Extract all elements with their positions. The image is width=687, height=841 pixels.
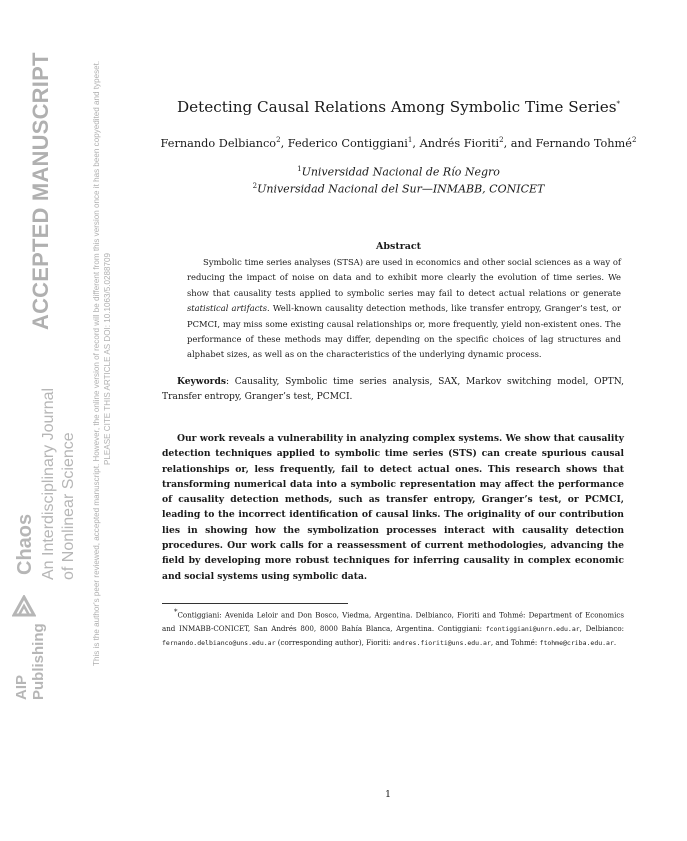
publisher-name: AIP [13,674,30,700]
footnote-text: Contiggiani: Avenida Leloir and Don Bosco, Viedma, Argentina. Delbianco, Fioriti and Tohmé: Department of Economics and INMABB-CONICET, San Andrés 800, 8000 Bahía Blanca, Argentina. Contiggiani: [162,610,624,633]
footnote-mark: * [174,608,178,616]
footnote-text: . [613,637,617,647]
abstract-emphasis: statistical artifacts. [187,303,270,314]
paper-title [150,98,647,116]
affiliation-mark: 1 [297,165,302,173]
keywords-label: Keywords [177,376,226,387]
email-fioriti[interactable]: andres.fioriti@uns.edu.ar [392,638,491,647]
paper-title-text: Detecting Causal Relations Among Symbolic Time Series [176,98,617,116]
author-name: Federico Contiggiani [287,136,408,150]
author-separator: , and [503,136,536,150]
abstract-part-2: Well-known causality detection methods, like transfer entropy, Granger’s test, or PCMCI, may miss some existing causal relationships or, more frequently, yield non-existent ones. The performance of these methods may differ, depending on the specific choices of lag structures and alphabet sizes, as well as on the characteristics of the underlying dynamic process. [187,303,622,360]
manuscript-disclaimer: This is the author's peer reviewed, accepted manuscript. However, the online version of record will be different from this version once it has been copyedited and typeset. [92,60,101,666]
author-affiliation-mark: 1 [407,136,413,144]
title-footnote-mark: * [616,99,621,108]
author-name: Andrés Fioriti [419,136,500,150]
author-separator: , [412,136,420,150]
author-separator: , [280,136,288,150]
author-affiliation-mark: 2 [631,136,637,144]
page-number: 1 [385,789,392,800]
accepted-manuscript-watermark: ACCEPTED MANUSCRIPT [28,52,53,330]
affiliation-mark: 2 [252,182,258,190]
journal-subtitle-line2: of Nonlinear Science [60,432,77,580]
abstract-heading: Abstract [375,241,422,252]
email-contiggiani[interactable]: fcontiggiani@unrn.edu.ar [485,624,580,633]
footnote-rule [162,603,348,604]
footnote [162,606,624,650]
email-delbianco[interactable]: fernando.delbianco@uns.edu.ar [162,638,276,647]
significance-statement: Our work reveals a vulnerability in analyzing complex systems. We show that causality detection techniques applied to symbolic time series (STS) can create spurious causal relationships or, less frequently, fail to detect actual ones. This research shows that transforming numerical data into a symbolic representation may affect the performance of causality detection methods, such as transfer entropy, Granger’s test, or PCMCI, leading to the incorrect identification of causal links. The originality of our contribution lies in showing how the symbolization processes interact with causality detection procedures. Our work calls for a reassessment of current methodologies, advancing the field by developing more robust techniques for inferring causality in complex economic and social systems using symbolic data. [162,433,624,582]
footnote-text: (corresponding author), Fioriti: [275,637,393,647]
author-list [150,136,647,150]
author-name: Fernando Delbianco [160,136,277,150]
keywords-paragraph [162,375,624,404]
affiliation-1 [150,165,647,179]
author-affiliation-mark: 2 [276,136,281,144]
email-tohme[interactable]: ftohme@criba.edu.ar [539,638,614,647]
aip-logo-icon [12,595,36,617]
author-name: Fernando Tohmé [535,136,632,150]
keywords-list: : Causality, Symbolic time series analysis, SAX, Markov switching model, OPTN, Transfer entropy, Granger’s test, PCMCI. [162,377,624,402]
publisher-name-line2: Publishing [30,623,47,700]
affiliation-name: Universidad Nacional del Sur—INMABB, CONICET [257,182,545,196]
journal-name: Chaos [14,513,36,575]
journal-subtitle-line1: An Interdisciplinary Journal [40,387,57,580]
footnote-text: , Delbianco: [579,623,624,633]
journal-sidebar [0,0,130,841]
affiliation-2 [150,182,647,196]
affiliation-name: Universidad Nacional de Río Negro [301,165,500,179]
cite-doi-notice: PLEASE CITE THIS ARTICLE AS DOI: 10.1063/5.0288709 [103,252,112,465]
abstract-text [187,255,621,363]
footnote-text: , and Tohmé: [490,637,540,647]
abstract-part-1: Symbolic time series analyses (STSA) are used in economics and other social sciences as a way of reducing the impact of noise on data and to exhibit more clearly the evolution of time series. We show that causality tests applied to symbolic series may fail to detect actual relations or generate [187,257,621,298]
author-affiliation-mark: 2 [499,136,504,144]
